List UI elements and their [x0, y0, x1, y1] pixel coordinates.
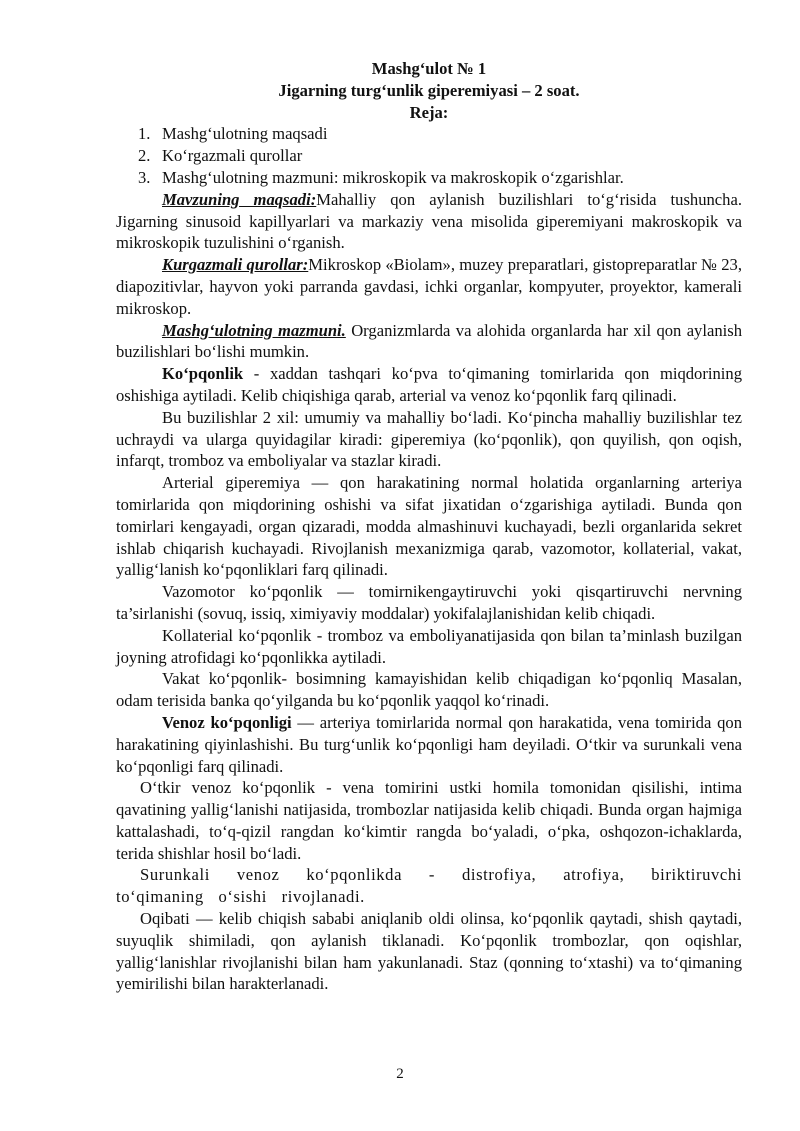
arterial-paragraph: Arterial giperemiya — qon harakatining normal holatida organlarning arteriya tomirlarida qon miqdorining oshishi va sifat jixatidan o‘zgarishiga aytiladi. Bunda qon tomirlari kengayadi, organ qizaradi, modda almashinuvi kuchayadi, bezli organlarida sekret ishlab chiqarish kuchayadi. Rivojlanish mexanizmiga qarab, vazomotor, kollaterial, vakat, yallig‘lanish ko‘pqonliklari farq qilinadi. [116, 473, 742, 580]
otkir-paragraph: O‘tkir venoz ko‘pqonlik - vena tomirini ustki homila tomonidan qisilishi, intima qavatining yallig‘lanishi natijasida, trombozlar natijasida kelib chiqadi. Bunda organ hajmiga kattalashadi, to‘q-qizil rangdan ko‘kimtir rangda bo‘yaladi, o‘pka, oshqozon-ichaklarda, terida shishlar hosil bo‘ladi. [116, 778, 742, 863]
lesson-number: Mashg‘ulot № 1 [371, 59, 487, 78]
kopqonlik-paragraph: Ko‘pqonlik - xaddan tashqari ko‘pva to‘qimaning tomirlarida qon miqdorining oshishiga aytiladi. Kelib chiqishiga qarab, arterial va venoz ko‘pqonlik farq qilinadi. [116, 364, 742, 405]
vazomotor-paragraph: Vazomotor ko‘pqonlik — tomirnikengaytiruvchi yoki qisqartiruvchi nervning ta’sirlanishi (sovuq, issiq, ximiyaviy moddalar) yokifalajlanishidan kelib chiqadi. [116, 582, 742, 623]
venoz-term: Venoz ko‘pqonligi [162, 712, 292, 732]
kollaterial-paragraph: Kollaterial ko‘pqonlik - tromboz va emboliyanatijasida qon bilan ta’minlash buzilgan joyning atrofidagi ko‘pqonlikka aytiladi. [116, 625, 742, 667]
page-number: 2 [396, 1066, 404, 1082]
plan-item: 1. Mashg‘ulotning maqsadi [138, 124, 328, 144]
lesson-title: Jigarning turg‘unlik giperemiyasi – 2 soat. [278, 80, 580, 100]
content-heading: Mashg‘ulotning mazmuni. [162, 320, 346, 340]
content-paragraph: Mashg‘ulotning mazmuni. Organizmlarda va alohida organlarda har xil qon aylanish buzilishlari bo‘lishi mumkin. [116, 320, 742, 362]
goal-heading: Mavzuning maqsadi: [162, 189, 317, 209]
tools-heading: Kurgazmali qurollar: [162, 255, 309, 275]
plan-list [116, 123, 742, 188]
document-page [116, 58, 742, 995]
oqibati-paragraph: Oqibati — kelib chiqish sababi aniqlanib oldi olinsa, ko‘pqonlik qaytadi, shish qaytadi, suyuqlik shimiladi, qon aylanish tiklanadi. Ko‘pqonlik trombozlar, qon oqishlar, yallig‘lanishlar rivojlanishi bilan ham yakunlanadi. Staz (qonning to‘xtashi) va to‘qimaning yemirilishi bilan harakterlanadi. [116, 909, 742, 994]
types-paragraph: Bu buzilishlar 2 xil: umumiy va mahalliy bo‘ladi. Ko‘pincha mahalliy buzilishlar tez uchraydi va ularga quyidagilar kiradi: giperemiya (ko‘pqonlik), qon quyilish, qon oqish, infarqt, tromboz va emboliyalar va stazlar kiradi. [116, 407, 742, 471]
plan-item: 3. Mashg‘ulotning mazmuni: mikroskopik va makroskopik o‘zgarishlar. [138, 167, 624, 187]
tools-paragraph: Kurgazmali qurollar:Mikroskop «Biolam», muzey preparatlari, gistopreparatlar № 23, diapozitivlar, hayvon yoki parranda gavdasi, ichki organlar, kompyuter, proyektor, kamerali mikroskop. [116, 255, 742, 318]
vakat-paragraph: Vakat ko‘pqonlik- bosimning kamayishidan kelib chiqadigan ko‘pqonliq Masalan, odam terisida banka qo‘yilganda bu ko‘pqonlik yaqqol ko‘rinadi. [116, 669, 742, 711]
goal-paragraph: Mavzuning maqsadi:Mahalliy qon aylanish buzilishlari to‘g‘risida tushuncha. Jigarning sinusoid kapillyarlari va markaziy vena misolida giperemiyani makroskopik va mikroskopik tuzulishini o‘rganish. [116, 189, 742, 253]
kopqonlik-term: Ko‘pqonlik [162, 364, 244, 384]
plan-item: 2. Ko‘rgazmali qurollar [138, 146, 303, 166]
surunkali-paragraph: Surunkali venoz ko‘pqonlikda - distrofiya, atrofiya, biriktiruvchi to‘qimaning o‘sishi rivojlanadi. [116, 865, 742, 907]
venoz-paragraph: Venoz ko‘pqonligi — arteriya tomirlarida normal qon harakatida, vena tomirida qon harakatining qiyinlashishi. Bu turg‘unlik ko‘pqonligi ham deyiladi. O‘tkir va surunkali vena ko‘pqonligi farq qilinadi. [116, 712, 742, 776]
plan-heading: Reja: [409, 102, 449, 122]
